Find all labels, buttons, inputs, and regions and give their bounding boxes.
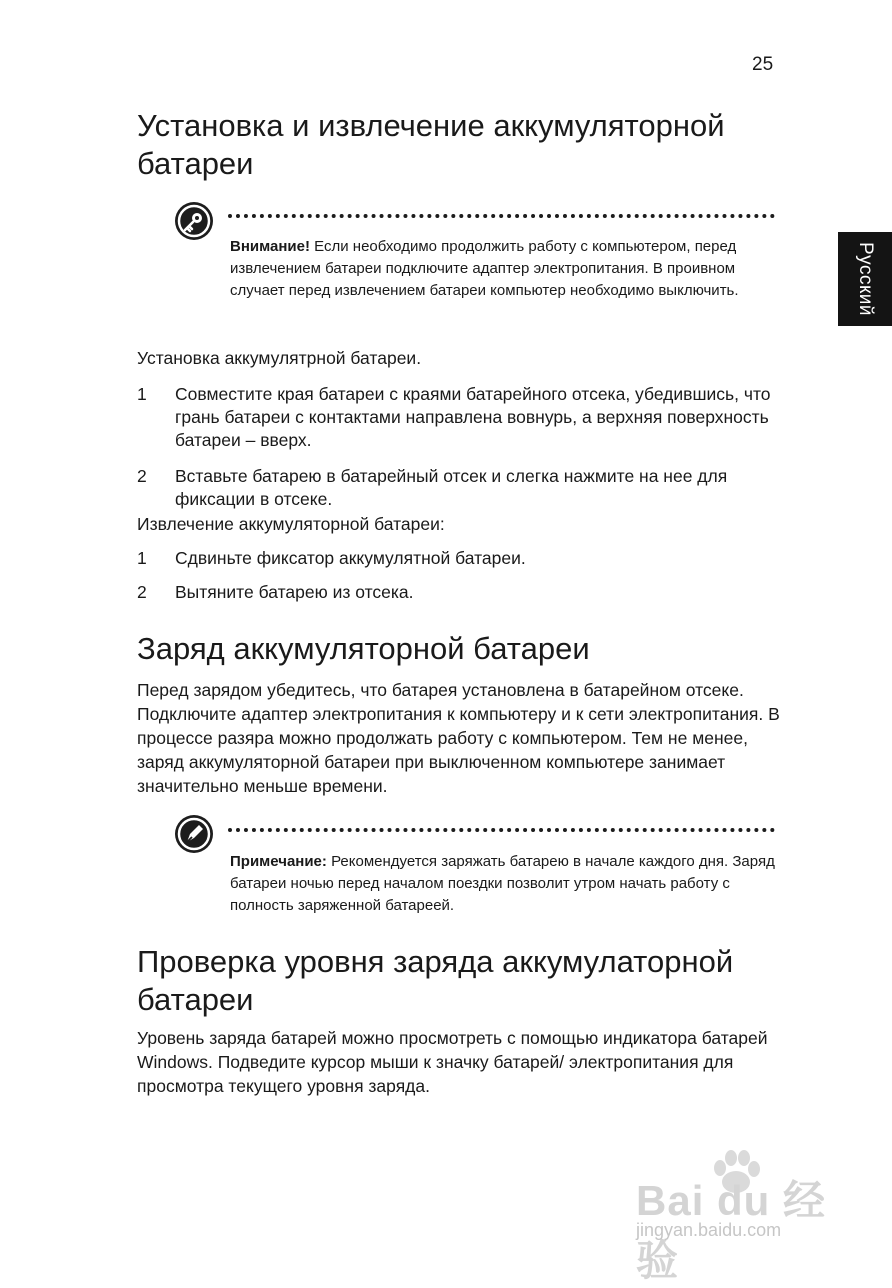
watermark-logo: Bai du 经验 — [636, 1177, 827, 1284]
list-item-number: 2 — [137, 582, 147, 602]
remove-title: Извлечение аккумуляторной батареи: — [137, 514, 445, 534]
list-item-text: Вытяните батарею из отсека. — [175, 582, 414, 602]
side-tab-label: Русский — [855, 242, 876, 316]
note-label: Примечание: — [230, 853, 327, 870]
check-paragraph: Уровень заряда батарей можно просмотреть с помощью индикатора батарей Windows. Подведите курсор мыши к значку батарей/ электропитания для просмотра текущего уровня заряда. — [137, 1028, 768, 1096]
warning-label: Внимание! — [230, 238, 310, 255]
list-item — [137, 547, 787, 570]
list-item-text: Совместите края батареи с краями батарейного отсека, убедившись, что грань батареи с контактами направлена вовнурь, а верхняя поверхность батареи – вверх. — [175, 384, 771, 450]
key-icon — [175, 202, 213, 240]
warning-body: Если необходимо продолжить работу с компьютером, перед извлечением батареи подключите адаптер электропитания. В проивном случает перед извлечением батареи компьютер необходимо выключить. — [230, 238, 739, 299]
warning-divider — [228, 214, 775, 218]
list-item — [137, 465, 787, 511]
baidu-watermark — [636, 1148, 846, 1284]
pen-icon — [175, 815, 213, 853]
list-item-number: 1 — [137, 384, 147, 404]
list-item-number: 1 — [137, 548, 147, 568]
note-divider — [228, 828, 775, 832]
check-heading-line2: батареи — [137, 982, 254, 1017]
install-heading-line2: батареи — [137, 146, 254, 181]
language-side-tab — [838, 232, 892, 326]
check-heading — [137, 943, 777, 1019]
install-heading-line1: Установка и извлечение аккумуляторной — [137, 108, 725, 143]
install-heading — [137, 107, 777, 183]
list-item-text: Сдвиньте фиксатор аккумулятной батареи. — [175, 548, 526, 568]
install-title: Установка аккумулятрной батареи. — [137, 348, 422, 368]
page-number: 25 — [752, 54, 774, 75]
charge-paragraph: Перед зарядом убедитесь, что батарея установлена в батарейном отсеке. Подключите адаптер электропитания к компьютеру и к сети электропитания. В процессе разяра можно продолжать работу с компьютером. Тем не менее, заряд аккумуляторной батареи при выключенном компьютере занимает значительно меньше времени. — [137, 680, 780, 796]
list-item — [137, 383, 787, 452]
check-heading-line1: Проверка уровня заряда аккумулаторной — [137, 944, 734, 979]
charge-heading: Заряд аккумуляторной батареи — [137, 631, 590, 666]
note-body: Рекомендуется заряжать батарею в начале каждого дня. Заряд батареи ночью перед началом поездки позволит утром начать работу с полность заряженной батареей. — [230, 853, 775, 914]
list-item — [137, 581, 787, 604]
note-text — [230, 851, 775, 917]
watermark-url: jingyan.baidu.com — [636, 1220, 782, 1240]
warning-text — [230, 236, 775, 302]
list-item-text: Вставьте батарею в батарейный отсек и слегка нажмите на нее для фиксации в отсеке. — [175, 466, 728, 509]
list-item-number: 2 — [137, 466, 147, 486]
